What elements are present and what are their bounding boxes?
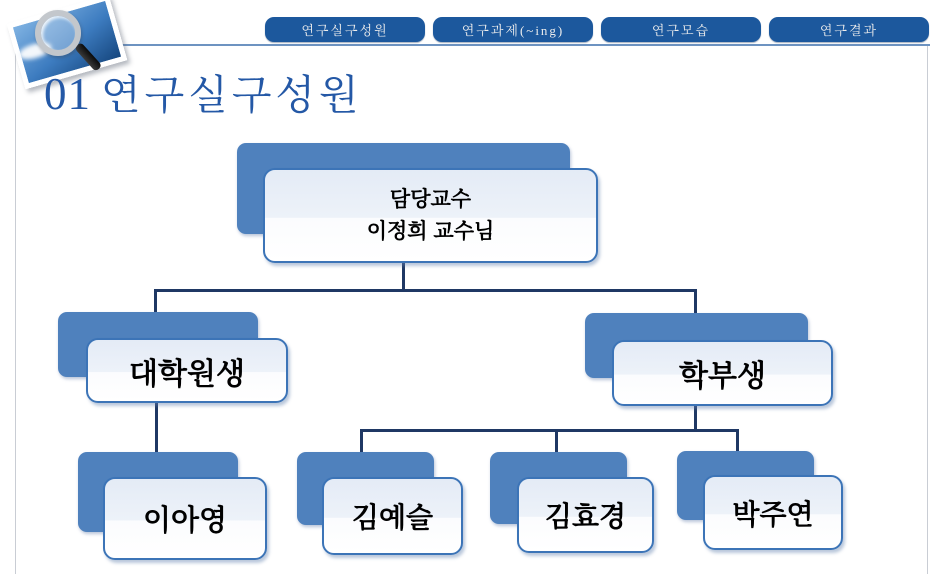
header-divider: [55, 44, 930, 46]
connector-line: [155, 398, 158, 453]
org-node-member: [322, 477, 463, 555]
member-name: 박주연: [732, 498, 814, 530]
grad-students-label: 대학원생: [129, 357, 245, 391]
connector-line: [736, 429, 739, 452]
member-name: 김효경: [544, 501, 627, 532]
member-name: 이아영: [142, 505, 228, 537]
connector-line: [360, 429, 739, 432]
professor-role: 담당교수: [389, 187, 472, 211]
org-node-professor: [263, 168, 598, 263]
title-text: 연구실구성원: [101, 72, 363, 118]
org-node-member: [103, 477, 267, 560]
tab-lab-members[interactable]: 연구실구성원: [265, 17, 425, 42]
magnifier-lens-icon: [35, 10, 81, 56]
undergrads-label: 학부생: [679, 360, 766, 393]
connector-line: [154, 289, 157, 313]
org-node-grad-students: [86, 338, 288, 403]
org-node-member: [517, 477, 654, 553]
connector-line: [555, 429, 558, 454]
page-title: [44, 62, 363, 121]
professor-name: 이정희 교수님: [366, 219, 495, 243]
left-frame-line: [15, 46, 16, 574]
connector-line: [402, 261, 405, 291]
right-frame-line: [927, 46, 928, 574]
member-name: 김예슬: [351, 502, 434, 533]
title-number: 01: [44, 69, 91, 119]
tab-research-results[interactable]: 연구결과: [769, 17, 929, 42]
connector-line: [694, 289, 697, 314]
tab-research-projects[interactable]: 연구과제(~ing): [433, 17, 593, 42]
connector-line: [154, 289, 697, 292]
tab-research-activities[interactable]: 연구모습: [601, 17, 761, 42]
connector-line: [360, 429, 363, 454]
org-node-undergrads: [612, 340, 833, 406]
org-node-member: [703, 475, 843, 550]
